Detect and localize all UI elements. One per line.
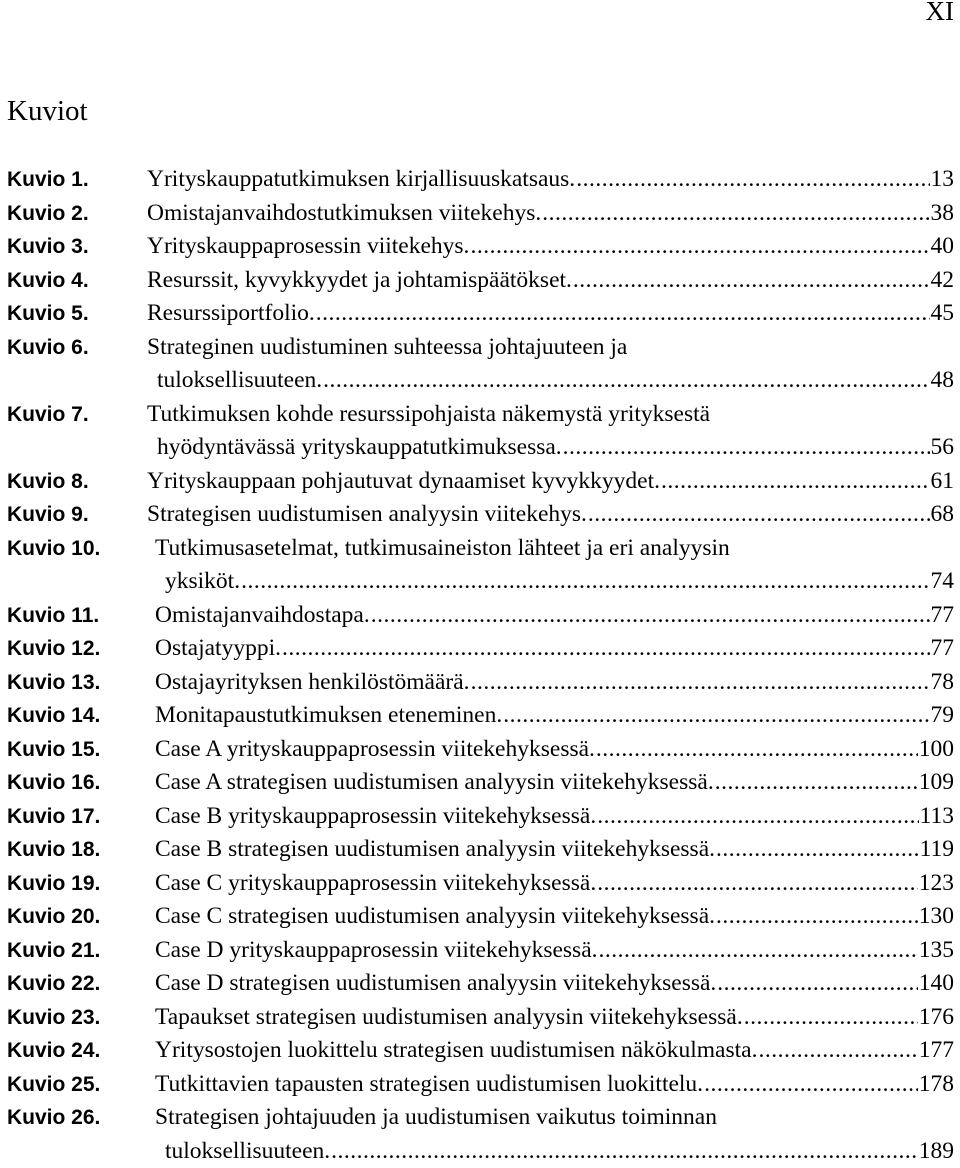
dot-leader xyxy=(576,163,929,197)
page-reference: 140 xyxy=(919,967,954,1001)
figure-title: Case B yrityskauppaprosessin viitekehyksessä. xyxy=(155,800,596,834)
figure-title: Tutkimusasetelmat, tutkimusaineiston lähteet ja eri analyysin xyxy=(155,532,954,566)
dot-leader xyxy=(588,498,930,532)
dot-leader xyxy=(715,766,918,800)
figure-title: Strategisen johtajuuden ja uudistumisen vaikutus toiminnan xyxy=(155,1101,954,1135)
dot-leader xyxy=(323,364,929,398)
dot-leader xyxy=(704,1068,918,1102)
figure-label: Kuvio 18. xyxy=(7,833,155,867)
list-item[interactable] xyxy=(7,465,954,499)
page-reference: 135 xyxy=(919,934,954,968)
list-item[interactable] xyxy=(7,1001,954,1035)
list-item[interactable] xyxy=(7,1034,954,1068)
page-reference: 45 xyxy=(931,297,955,331)
figure-label: Kuvio 25. xyxy=(7,1068,155,1102)
page-reference: 130 xyxy=(919,900,954,934)
page-reference: 68 xyxy=(931,498,955,532)
page-reference: 119 xyxy=(920,833,954,867)
figure-label: Kuvio 19. xyxy=(7,867,155,901)
figure-label: Kuvio 6. xyxy=(7,331,147,398)
page-reference: 40 xyxy=(931,230,955,264)
figure-title: Monitapaustutkimuksen eteneminen. xyxy=(155,699,502,733)
list-item[interactable] xyxy=(7,666,954,700)
list-item[interactable] xyxy=(7,297,954,331)
list-item[interactable] xyxy=(7,833,954,867)
figure-title: Strategisen uudistumisen analyysin viitekehys. xyxy=(147,498,587,532)
figure-label: Kuvio 4. xyxy=(7,264,147,298)
figure-label: Kuvio 23. xyxy=(7,1001,155,1035)
dot-leader xyxy=(371,599,930,633)
figure-title-continuation: tuloksellisuuteen. xyxy=(165,1135,330,1168)
figure-label: Kuvio 5. xyxy=(7,297,147,331)
page-reference: 13 xyxy=(931,163,955,197)
figure-title-continuation: tuloksellisuuteen. xyxy=(157,364,322,398)
page-reference: 77 xyxy=(931,632,955,666)
figure-label: Kuvio 17. xyxy=(7,800,155,834)
dot-leader xyxy=(241,565,929,599)
page-reference: 48 xyxy=(931,364,955,398)
list-item[interactable] xyxy=(7,532,954,599)
list-item[interactable] xyxy=(7,733,954,767)
figure-title: Case D yrityskauppaprosessin viitekehyksessä. xyxy=(155,934,598,968)
page-reference: 78 xyxy=(931,666,955,700)
figure-title: Omistajanvaihdostapa. xyxy=(155,599,370,633)
figure-title: Yritysostojen luokittelu strategisen uudistumisen näkökulmasta. xyxy=(155,1034,757,1068)
figure-title: Case C yrityskauppaprosessin viitekehyksessä. xyxy=(155,867,596,901)
page-reference: 61 xyxy=(931,465,955,499)
figure-label: Kuvio 20. xyxy=(7,900,155,934)
figure-title: Case D strategisen uudistumisen analyysin viitekehyksessä. xyxy=(155,967,716,1001)
list-item[interactable] xyxy=(7,398,954,465)
dot-leader xyxy=(331,1135,918,1168)
page-reference: 189 xyxy=(919,1135,954,1168)
list-item[interactable] xyxy=(7,230,954,264)
list-item[interactable] xyxy=(7,900,954,934)
dot-leader xyxy=(758,1034,917,1068)
page-reference: 79 xyxy=(931,699,955,733)
figure-title: Resurssiportfolio. xyxy=(147,297,315,331)
figure-title: Tutkittavien tapausten strategisen uudistumisen luokittelu. xyxy=(155,1068,703,1102)
dot-leader xyxy=(316,297,930,331)
figure-title: Resurssit, kyvykkyydet ja johtamispäätökset. xyxy=(147,264,572,298)
figure-label: Kuvio 11. xyxy=(7,599,155,633)
list-item[interactable] xyxy=(7,800,954,834)
dot-leader xyxy=(599,934,918,968)
figure-label: Kuvio 2. xyxy=(7,197,147,231)
list-item[interactable] xyxy=(7,599,954,633)
figure-label: Kuvio 16. xyxy=(7,766,155,800)
dot-leader xyxy=(597,867,918,901)
dot-leader xyxy=(661,465,930,499)
dot-leader xyxy=(282,632,930,666)
list-item[interactable] xyxy=(7,197,954,231)
figure-title: Yrityskauppaprosessin viitekehys. xyxy=(147,230,469,264)
dot-leader xyxy=(716,900,918,934)
page-reference: 42 xyxy=(931,264,955,298)
dot-leader xyxy=(471,666,930,700)
figure-label: Kuvio 3. xyxy=(7,230,147,264)
figure-label: Kuvio 21. xyxy=(7,934,155,968)
figure-label: Kuvio 12. xyxy=(7,632,155,666)
page-reference: 74 xyxy=(931,565,955,599)
figure-label: Kuvio 10. xyxy=(7,532,155,599)
figure-title-continuation: hyödyntävässä yrityskauppatutkimuksessa. xyxy=(157,431,562,465)
dot-leader xyxy=(744,1001,918,1035)
list-item[interactable] xyxy=(7,163,954,197)
dot-leader xyxy=(563,431,930,465)
page-reference: 176 xyxy=(919,1001,954,1035)
figure-title-continuation: yksiköt. xyxy=(165,565,240,599)
figure-title: Ostajayrityksen henkilöstömäärä. xyxy=(155,666,470,700)
list-item[interactable] xyxy=(7,331,954,398)
figure-title: Yrityskauppatutkimuksen kirjallisuuskatsaus. xyxy=(147,163,575,197)
list-item[interactable] xyxy=(7,766,954,800)
page-reference: 77 xyxy=(931,599,955,633)
list-item[interactable] xyxy=(7,1101,954,1168)
list-item[interactable] xyxy=(7,967,954,1001)
figure-title: Case C strategisen uudistumisen analyysin viitekehyksessä. xyxy=(155,900,715,934)
dot-leader xyxy=(717,967,917,1001)
figure-title: Tutkimuksen kohde resurssipohjaista näkemystä yrityksestä xyxy=(147,398,954,432)
list-item[interactable] xyxy=(7,699,954,733)
figure-title: Omistajanvaihdostutkimuksen viitekehys. xyxy=(147,197,541,231)
list-item[interactable] xyxy=(7,498,954,532)
list-of-figures xyxy=(7,163,954,1168)
figure-label: Kuvio 14. xyxy=(7,699,155,733)
dot-leader xyxy=(596,733,918,767)
figure-title: Strateginen uudistuminen suhteessa johtajuuteen ja xyxy=(147,331,954,365)
figure-label: Kuvio 9. xyxy=(7,498,147,532)
page-reference: 178 xyxy=(919,1068,954,1102)
list-item[interactable] xyxy=(7,934,954,968)
dot-leader xyxy=(470,230,929,264)
list-item[interactable] xyxy=(7,632,954,666)
list-item[interactable] xyxy=(7,867,954,901)
figure-label: Kuvio 26. xyxy=(7,1101,155,1168)
figure-title: Tapaukset strategisen uudistumisen analyysin viitekehyksessä. xyxy=(155,1001,743,1035)
dot-leader xyxy=(597,800,918,834)
list-item[interactable] xyxy=(7,1068,954,1102)
figure-title: Ostajatyyppi. xyxy=(155,632,281,666)
page-reference: 123 xyxy=(919,867,954,901)
figure-title: Case B strategisen uudistumisen analyysin viitekehyksessä. xyxy=(155,833,715,867)
page-reference: 38 xyxy=(931,197,955,231)
figure-title: Yrityskauppaan pohjautuvat dynaamiset kyvykkyydet. xyxy=(147,465,660,499)
figure-label: Kuvio 13. xyxy=(7,666,155,700)
figure-label: Kuvio 7. xyxy=(7,398,147,465)
page-number: XI xyxy=(926,0,955,27)
figure-title: Case A yrityskauppaprosessin viitekehyksessä. xyxy=(155,733,595,767)
figure-title: Case A strategisen uudistumisen analyysin viitekehyksessä. xyxy=(155,766,714,800)
figure-label: Kuvio 1. xyxy=(7,163,147,197)
dot-leader xyxy=(503,699,929,733)
list-item[interactable] xyxy=(7,264,954,298)
page-title: Kuviot xyxy=(7,95,88,128)
dot-leader xyxy=(542,197,929,231)
page-reference: 109 xyxy=(919,766,954,800)
figure-label: Kuvio 22. xyxy=(7,967,155,1001)
figure-label: Kuvio 8. xyxy=(7,465,147,499)
figure-label: Kuvio 15. xyxy=(7,733,155,767)
page-reference: 100 xyxy=(919,733,954,767)
figure-label: Kuvio 24. xyxy=(7,1034,155,1068)
dot-leader xyxy=(573,264,930,298)
dot-leader xyxy=(716,833,919,867)
page-reference: 56 xyxy=(931,431,955,465)
page-reference: 177 xyxy=(919,1034,954,1068)
page-reference: 113 xyxy=(920,800,954,834)
